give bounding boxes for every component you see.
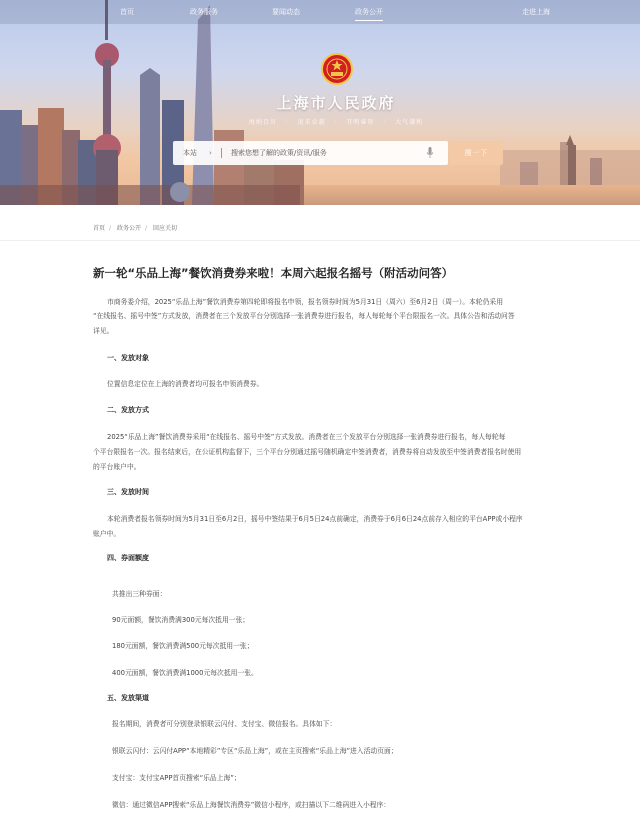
search-input[interactable]: 搜索您想了解的政策/资讯/服务 (231, 149, 327, 157)
microphone-icon[interactable] (426, 147, 434, 159)
list-item: 银联云闪付：云闪付APP“本地精彩”专区“乐品上海”，或在主页搜索“乐品上海”进入活动页面； (112, 747, 398, 755)
section-heading: 二、发放方式 (107, 406, 149, 414)
section-text: 账户中。 (93, 530, 121, 538)
section-heading: 四、券面额度 (107, 554, 149, 562)
article-title: 新一轮“乐品上海”餐饮消费券来啦！本周六起报名摇号（附活动问答） (93, 266, 454, 280)
section-text: 2025“乐品上海”餐饮消费券采用“在线报名、摇号中签”方式发放。消费者在三个发放平台分别选择一张消费券进行报名，每人每轮每 (107, 433, 506, 441)
list-item: 报名期间，消费者可分别登录银联云闪付、支付宝、微信报名。具体如下： (112, 720, 337, 728)
list-item: 400元面额，餐饮消费满1000元每次抵用一张。 (112, 669, 258, 677)
emblem-icon (321, 53, 353, 85)
breadcrumb-government-affairs[interactable]: 政务公开 (116, 225, 141, 232)
search-field[interactable] (173, 141, 448, 165)
section-text: 位置信息定位在上海的消费者均可报名申领消费券。 (107, 380, 264, 388)
site-title: 上海市人民政府 (276, 94, 396, 112)
intro-line: 市商务委介绍，2025“乐品上海”餐饮消费券第四轮即将报名申领，报名领券时间为5月31日（周六）至6月2日（周一）。本轮仍采用 (107, 298, 503, 306)
breadcrumb (93, 223, 181, 232)
breadcrumb-home[interactable]: 首页 (93, 225, 106, 232)
top-navigation (0, 0, 640, 24)
section-heading: 三、发放时间 (107, 488, 149, 496)
breadcrumb-current[interactable]: 回应关切 (152, 225, 177, 232)
breadcrumb-separator: / (144, 225, 148, 232)
list-item: 共推出三种券面： (112, 590, 167, 598)
search-bar (173, 141, 503, 165)
section-text: 的平台账户中。 (93, 463, 141, 471)
section-heading: 一、发放对象 (107, 354, 149, 362)
breadcrumb-separator: / (109, 225, 112, 232)
search-divider (221, 148, 222, 158)
section-heading: 五、发放渠道 (107, 694, 149, 702)
search-button[interactable]: 搜一下 (450, 141, 503, 165)
search-scope-select[interactable]: 本站 (183, 149, 197, 157)
nav-explore-shanghai[interactable]: 走进上海 (522, 8, 550, 16)
hero-banner (0, 0, 640, 205)
nav-government-services[interactable]: 政务服务 (190, 8, 218, 16)
breadcrumb-divider (0, 240, 640, 241)
list-item: 微信：通过微信APP搜索“乐品上海餐饮消费券”微信小程序，或扫描以下二维码进入小程序： (112, 801, 391, 809)
intro-line: 详见。 (93, 327, 114, 335)
nav-government-affairs[interactable]: 政务公开 (349, 0, 389, 24)
nav-home[interactable]: 首页 (120, 8, 134, 16)
site-slogan: 海纳百川 · 追求卓越 · 开明睿智 · 大气谦和 (248, 119, 424, 126)
chevron-down-icon[interactable]: › (209, 149, 212, 157)
section-text: 个平台限报名一次。报名结束后，在公证机构监督下，三个平台分别通过摇号随机确定中签消费者，消费券将自动发放至中签消费者报名时使用 (93, 448, 522, 456)
list-item: 180元面额，餐饮消费满500元每次抵用一张； (112, 642, 254, 650)
list-item: 90元面额，餐饮消费满300元每次抵用一张； (112, 616, 250, 624)
list-item: 支付宝：支付宝APP首页搜索“乐品上海”； (112, 774, 241, 782)
intro-line: “在线报名、摇号中签”方式发放，消费者在三个发放平台分别选择一张消费券进行报名，每人每轮每个平台限报名一次。具体公告和活动问答 (93, 312, 515, 320)
section-text: 本轮消费者报名领券时间为5月31日至6月2日，摇号中签结果于6月5日24点前确定，消费券于6月6日24点前存入相应的平台APP或小程序 (107, 515, 523, 523)
nav-news[interactable]: 要闻动态 (272, 8, 300, 16)
